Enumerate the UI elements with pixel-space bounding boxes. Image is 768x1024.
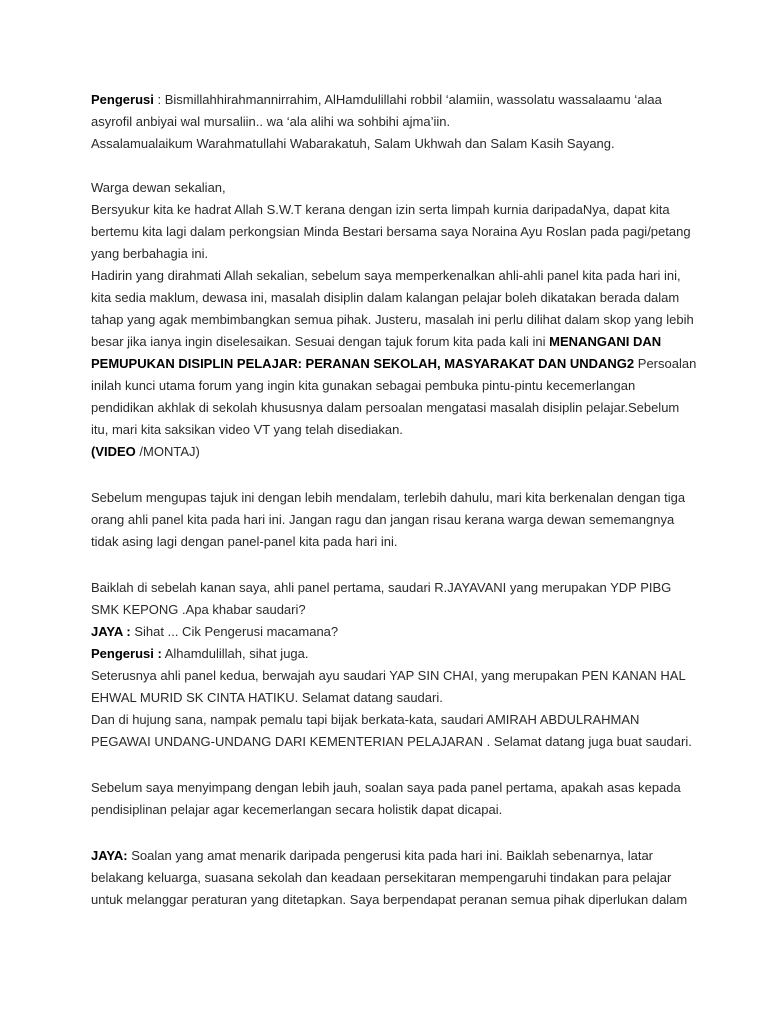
- text-line: bertemu kita lagi dalam perkongsian Minda Bestari bersama saya Noraina Ayu Roslan pada pagi/petang: [91, 224, 691, 239]
- text-line: Seterusnya ahli panel kedua, berwajah ayu saudari YAP SIN CHAI, yang merupakan PEN KANAN HAL: [91, 668, 686, 683]
- text-line: asyrofil anbiyai wal mursaliin.. wa ‘ala alihi wa sohbihi ajma’iin.: [91, 114, 451, 129]
- text-run: besar jika ianya ingin diselesaikan. Sesuai dengan tajuk forum kita pada kali ini: [91, 334, 550, 349]
- text-run: Soalan yang amat menarik daripada pengerusi kita pada hari ini. Baiklah sebenarnya, latar: [127, 848, 654, 863]
- text-line: [91, 89, 691, 111]
- paragraph-opening: [91, 89, 691, 155]
- text-line: Sebelum mengupas tajuk ini dengan lebih mendalam, terlebih dahulu, mari kita berkenalan dengan tiga: [91, 490, 686, 505]
- text-line: untuk melanggar peraturan yang ditetapkan. Saya berpendapat peranan semua pihak diperlukan dalam: [91, 892, 688, 907]
- paragraph-gap: [91, 155, 691, 177]
- speaker-label: Pengerusi :: [91, 646, 162, 661]
- paragraph-introduction: [91, 177, 697, 463]
- text-line: Bersyukur kita ke hadrat Allah S.W.T kerana dengan izin serta limpah kurnia daripadaNya, dapat kita: [91, 202, 670, 217]
- text-run: Sihat ... Cik Pengerusi macamana?: [130, 624, 339, 639]
- text-line: inilah kunci utama forum yang ingin kita gunakan sebagai pembuka pintu-pintu kecemerlangan: [91, 378, 636, 393]
- text-line: Sebelum saya menyimpang dengan lebih jauh, soalan saya pada panel pertama, apakah asas kepada: [91, 780, 681, 795]
- speaker-label: Pengerusi: [91, 92, 154, 107]
- text-line: PEGAWAI UNDANG-UNDANG DARI KEMENTERIAN PELAJARAN . Selamat datang juga buat saudari.: [91, 734, 692, 749]
- paragraph-gap: [91, 463, 691, 487]
- paragraph-gap: [91, 821, 691, 845]
- paragraph-gap: [91, 753, 691, 777]
- text-line: Baiklah di sebelah kanan saya, ahli panel pertama, saudari R.JAYAVANI yang merupakan YDP PIBG: [91, 580, 672, 595]
- text-run: Alhamdulillah, sihat juga.: [161, 646, 309, 661]
- forum-title: MENANGANI DAN: [549, 334, 662, 349]
- text-run: /MONTAJ): [135, 444, 200, 459]
- text-line: Dan di hujung sana, nampak pemalu tapi bijak berkata-kata, saudari AMIRAH ABDULRAHMAN: [91, 712, 640, 727]
- text-line: orang ahli panel kita pada hari ini. Jangan ragu dan jangan risau kerana warga dewan sememangnya: [91, 512, 675, 527]
- text-line: SMK KEPONG .Apa khabar saudari?: [91, 602, 306, 617]
- paragraph-panelists: [91, 577, 691, 753]
- text-line: Assalamualaikum Warahmatullahi Wabarakatuh, Salam Ukhwah dan Salam Kasih Sayang.: [91, 136, 615, 151]
- text-run: : Bismillahhirahmannirrahim, AlHamdulillahi robbil ‘alamiin, wassolatu wassalaamu ‘alaa: [153, 92, 662, 107]
- stage-direction: (VIDEO: [91, 444, 136, 459]
- text-line: kita sedia maklum, dewasa ini, masalah disiplin dalam kalangan pelajar boleh dikatakan berada dalam: [91, 290, 680, 305]
- text-line: pendidikan akhlak di sekolah khususnya dalam persoalan mengatasi masalah disiplin pelajar.Sebelum: [91, 400, 680, 415]
- text-line: [91, 353, 697, 375]
- paragraph-panel-intro: [91, 487, 691, 553]
- text-line: Warga dewan sekalian,: [91, 180, 226, 195]
- text-line: tahap yang agak membimbangkan semua pihak. Justeru, masalah ini perlu dilihat dalam skop yang lebih: [91, 312, 694, 327]
- paragraph-answer: [91, 845, 691, 911]
- text-line: [91, 331, 691, 353]
- text-line: [91, 845, 691, 867]
- text-line: yang berbahagia ini.: [91, 246, 209, 261]
- text-line: tidak asing lagi dengan panel-panel kita pada hari ini.: [91, 534, 398, 549]
- text-line: Hadirin yang dirahmati Allah sekalian, sebelum saya memperkenalkan ahli-ahli panel kita pada hari ini,: [91, 268, 681, 283]
- paragraph-question: [91, 777, 691, 821]
- text-line: itu, mari kita saksikan video VT yang telah disediakan.: [91, 422, 403, 437]
- text-line: [91, 441, 691, 463]
- speaker-label: JAYA :: [91, 624, 131, 639]
- text-line: belakang keluarga, suasana sekolah dan keadaan persekitaran mempengaruhi tindakan para pelajar: [91, 870, 672, 885]
- text-line: pendisiplinan pelajar agar kecemerlangan secara holistik dapat dicapai.: [91, 802, 503, 817]
- speaker-label: JAYA:: [91, 848, 128, 863]
- text-line: EHWAL MURID SK CINTA HATIKU. Selamat datang saudari.: [91, 690, 443, 705]
- paragraph-gap: [91, 553, 691, 577]
- text-line: [91, 621, 691, 643]
- forum-title: PEMUPUKAN DISIPLIN PELAJAR: PERANAN SEKOLAH, MASYARAKAT DAN UNDANG2: [91, 356, 635, 371]
- document-body: [91, 89, 697, 911]
- text-line: [91, 643, 691, 665]
- text-run: Persoalan: [634, 356, 697, 371]
